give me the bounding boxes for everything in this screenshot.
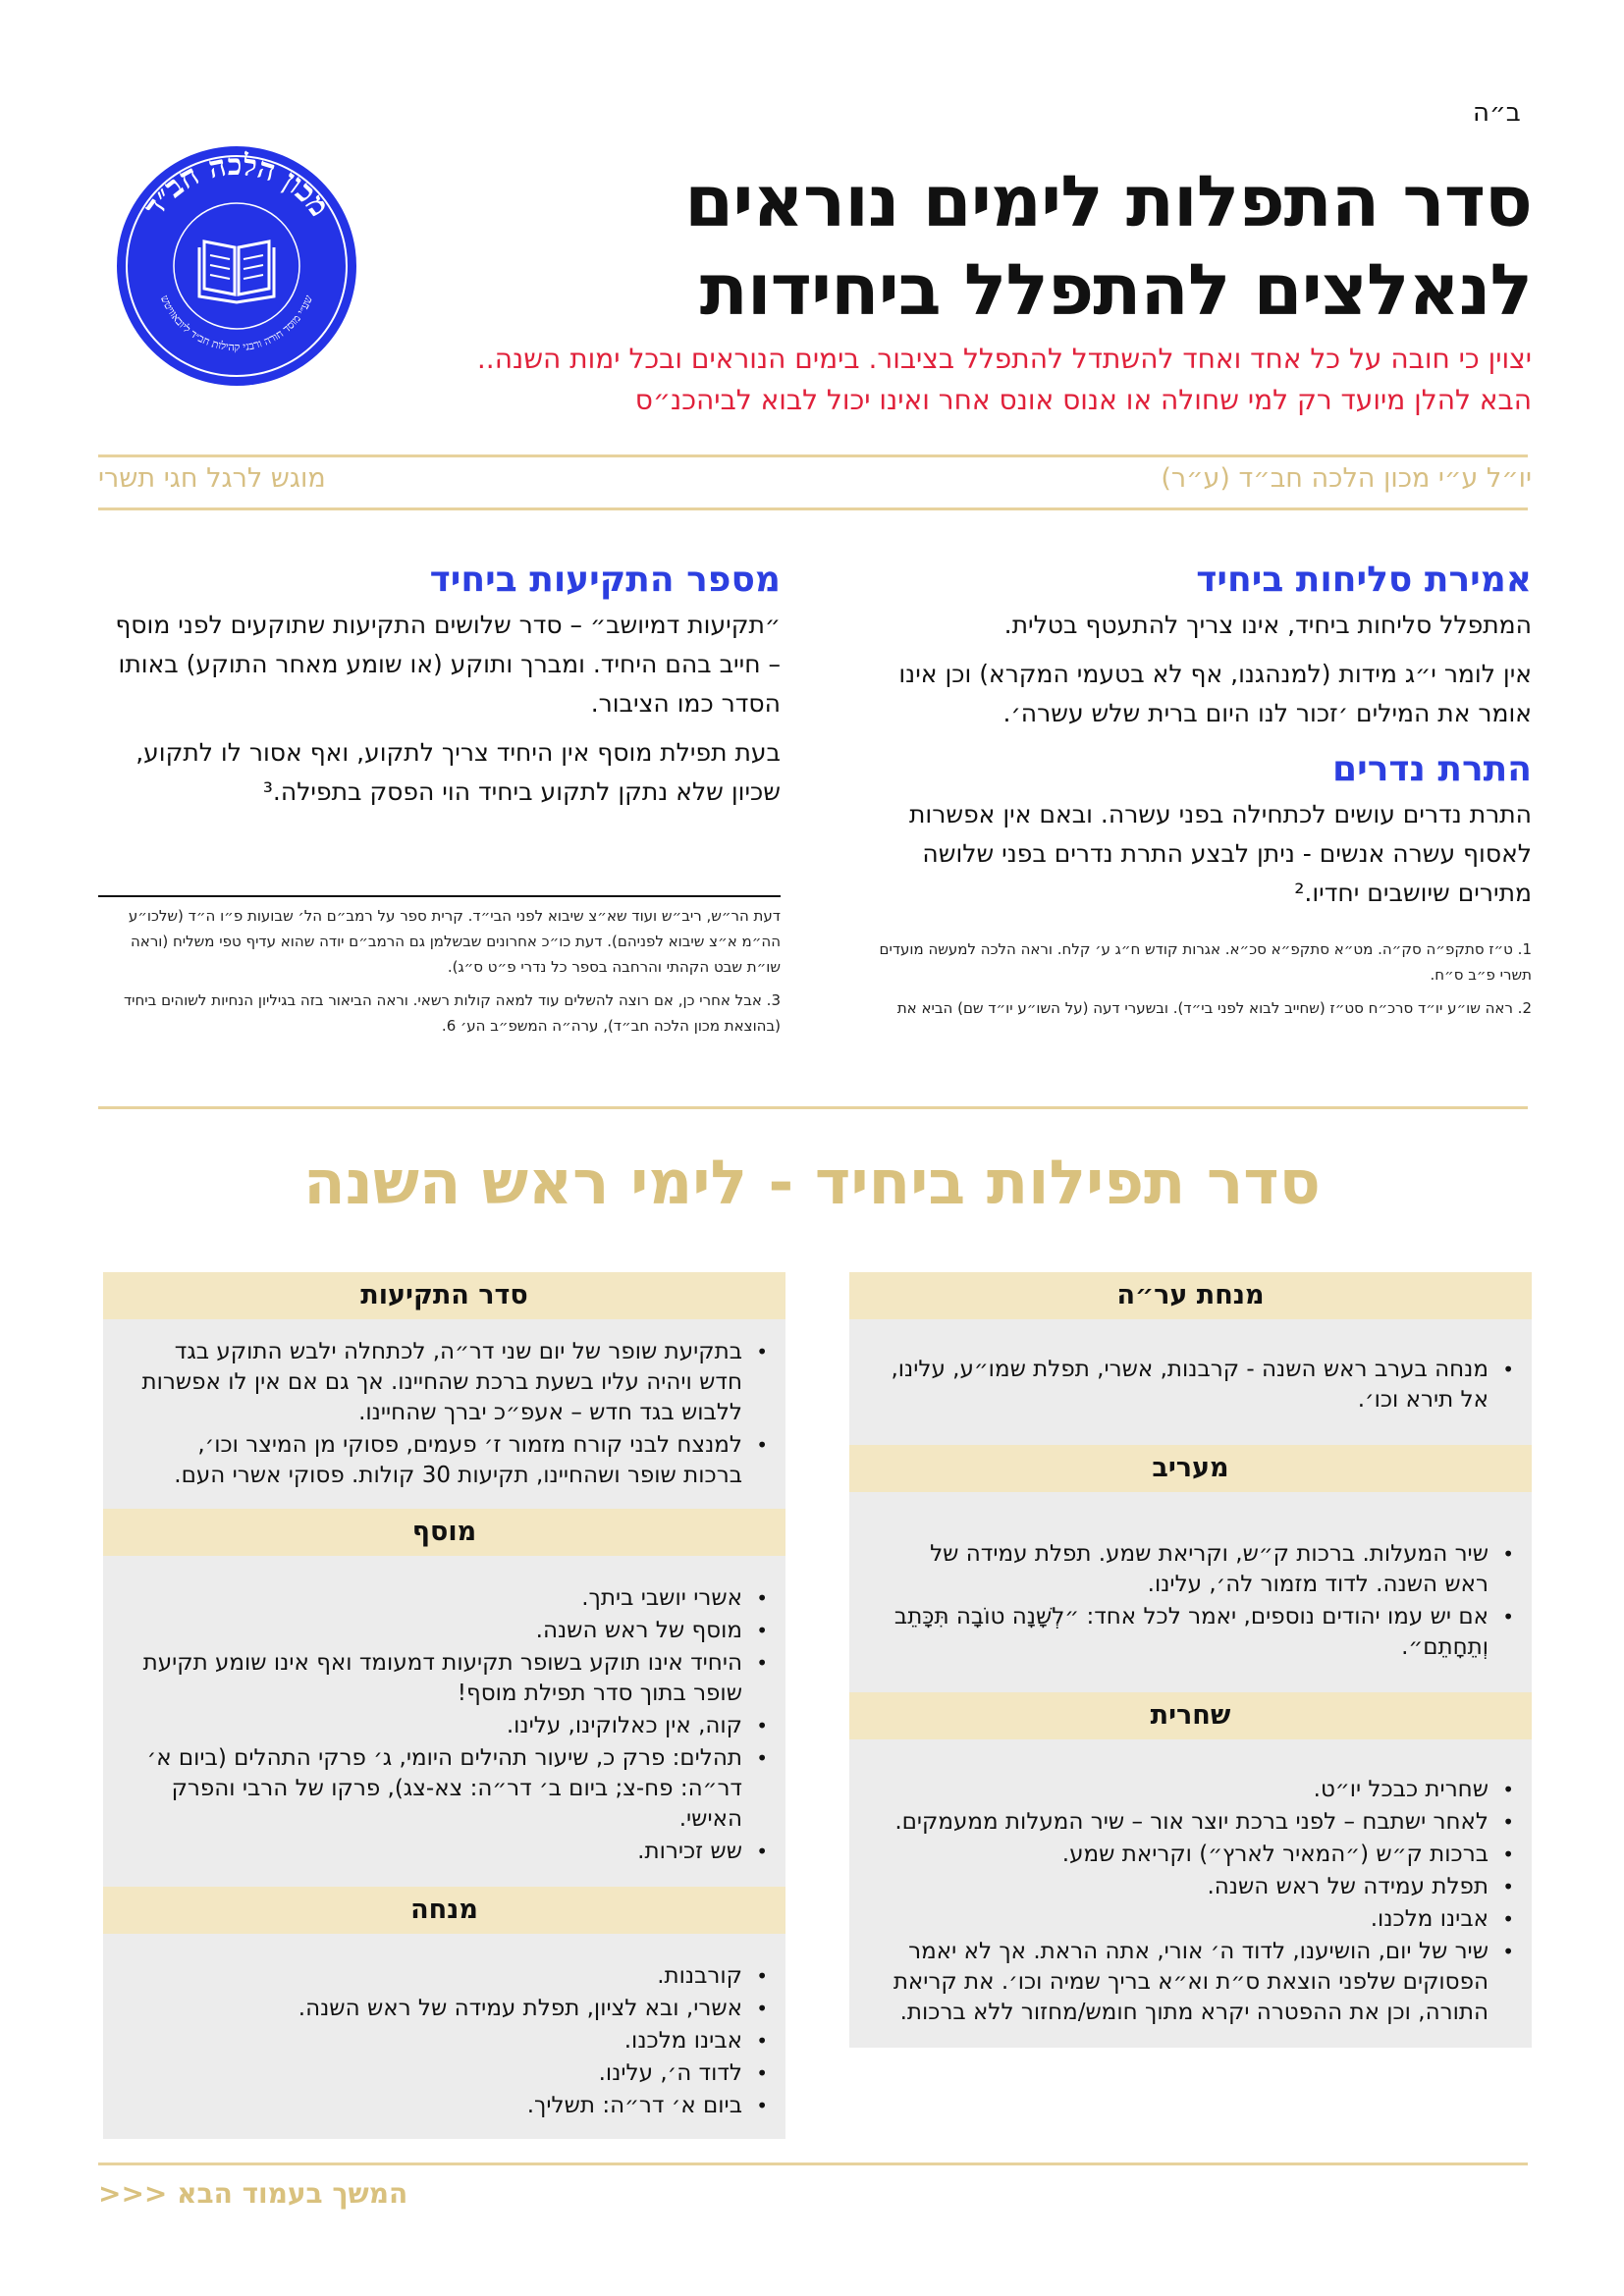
list-item: • אבינו מלכנו. bbox=[883, 1904, 1489, 1935]
selichot-body bbox=[844, 606, 1532, 733]
list-item: • קוה, אין כאלוקינו, עלינו. bbox=[136, 1711, 742, 1741]
list-item: • ביום א׳ דר״ה: תשליך. bbox=[136, 2091, 742, 2121]
selichot-p1: המתפלל סליחות ביחיד, אינו צריך להתעטף בטלית. bbox=[1003, 611, 1532, 639]
publisher-line: יו״ל ע״י מכון הלכה חב״ד (ע״ר) bbox=[1161, 463, 1532, 494]
list-item: • שחרית כבכל יו״ט. bbox=[883, 1775, 1489, 1805]
right-column bbox=[844, 560, 1532, 1029]
box-mincha bbox=[103, 1934, 785, 2139]
list-item: • מנחה בערב ראש השנה - קרבנות, אשרי, תפלת שמו״ע, עלינו, אל תירא וכו׳. bbox=[883, 1355, 1489, 1415]
box-mincha-title: מנחה bbox=[103, 1887, 785, 1934]
divider-top bbox=[98, 454, 1528, 457]
list-item: • למנצח לבני קורח מזמור ז׳ פעמים, פסוקי מן המיצר וכו׳, ברכות שופר ושהחיינו, תקיעות 30 קולות. פסוקי אשרי העם. bbox=[136, 1430, 742, 1491]
logo-ring-text: מכון הלכה חב״ד bbox=[136, 147, 337, 224]
list-item: • אם יש עמו יהודים נוספים, יאמר לכל אחד: ״לְשָׁנָה טוֹבָה תִּכָּתֵב וְתֵחָתֵם״. bbox=[883, 1602, 1489, 1663]
list-item: • שיר של יום, הושיענו, לדוד ה׳ אורי, אתה הראת. אך לא יאמר הפסוקים שלפני הוצאת ס״ת וא״א בריך שמיה וכו׳. את קריאת התורה, וכן את ההפטרה יקרא מתוך חומש/מחזור ללא ברכות. bbox=[883, 1937, 1489, 2028]
list-item: • שיר המעלות. ברכות ק״ש, וקריאת שמע. תפלת עמידה של ראש השנה. לדוד מזמור לה׳, עלינו. bbox=[883, 1539, 1489, 1600]
box-seder-tekiot-title: סדר התקיעות bbox=[103, 1272, 785, 1319]
list-item: • שש זכירות. bbox=[136, 1837, 742, 1867]
list-item: • ברכות ק״ש (״המאיר לארץ״) וקריאת שמע. bbox=[883, 1840, 1489, 1870]
selichot-p2: אין לומר י״ג מידות (למנהגנו, אף לא בטעמי המקרא) וכן אינו אומר את המילים ׳זכור לנו היום ברית שלש עשרה׳. bbox=[898, 660, 1532, 727]
list-item: • לאחר ישתבח – לפני ברכת יוצר אור – שיר המעלות ממעמקים. bbox=[883, 1807, 1489, 1838]
footnotes-left bbox=[98, 903, 781, 1046]
main-section-title: סדר תפילות ביחיד - לימי ראש השנה bbox=[303, 1147, 1321, 1218]
subtitle-notice: יצוין כי חובה על כל אחד ואחד להשתדל להתפלל בציבור. בימים הנוראים ובכל ימות השנה.. הבא להלן מיועד רק למי שחולה או אנוס אונס אחר ואינו יכול לבוא לביהכנ״ס bbox=[476, 343, 1532, 416]
list-item: • קורבנות. bbox=[136, 1961, 742, 1992]
box-mincha-erev-title: מנחת ער״ה bbox=[849, 1272, 1532, 1319]
boxes-left-column bbox=[103, 1272, 785, 2139]
divider-bottom bbox=[98, 2163, 1528, 2165]
box-maariv-title: מעריב bbox=[849, 1445, 1532, 1492]
list-item: • מוסף של ראש השנה. bbox=[136, 1616, 742, 1646]
bh-mark: ב״ה bbox=[1473, 98, 1521, 128]
list-item: • תהלים: פרק כ, שיעור תהילים היומי, ג׳ פרקי התהלים (ביום א׳ דר״ה: פח-צ; ביום ב׳ דר״ה: צא-צג), פרקו של הרבי והפרק האישי. bbox=[136, 1743, 742, 1835]
divider-meta bbox=[98, 507, 1528, 510]
list-item: • אבינו מלכנו. bbox=[136, 2026, 742, 2056]
nedarim-p1: התרת נדרים עושים לכתחילה בפני עשרה. ובאם אין אפשרות לאסוף עשרה אנשים - ניתן לבצע התרת נדרים בפני שלושה מתירים שיושבים יחדיו.² bbox=[909, 800, 1532, 907]
footnote-2-cont: דעת הר״ש, ריב״ש ועוד שא״צ שיבוא לפני הבי״ד. קרית ספר על רמב״ם הל׳ שבועות פ״ו ה״ד (שלכו״ע הה״מ א״צ שיבוא לפניהם). דעת כו״כ אחרונים שבשלמן גם הרמב״ם יודה שהוא עדיף טפי משליח (וראה שו״ת שבט הקהתי והרחבה בספר כל נדרי פ״ט ס״ג). bbox=[128, 907, 781, 976]
tekiot-p1: ״תקיעות דמיושב״ – סדר שלושים התקיעות שתוקעים לפני מוסף – חייב בהם היחיד. ומברך ותוקע (או שומע מאחר התוקע) באותו הסדר כמו הציבור. bbox=[115, 611, 781, 718]
footnote-3: 3. אבל אחרי כן, אם רוצה להשלים עוד למאה קולות רשאי. וראה הביאור בזה בגיליון הנחיות לשוהים ביחיד (בהוצאת מכון הלכה חב״ד), ערה״ה המשפ״ב הע׳ 6. bbox=[123, 991, 781, 1035]
list-item: • לדוד ה׳, עלינו. bbox=[136, 2058, 742, 2089]
logo-sub-text: שע״י מוסד חורה ורבני קהילות חב״ד ליובאוויטש bbox=[157, 294, 316, 354]
box-shacharit-title: שחרית bbox=[849, 1692, 1532, 1739]
box-shacharit bbox=[849, 1739, 1532, 2048]
nedarim-body bbox=[844, 795, 1532, 913]
boxes-right-column bbox=[849, 1272, 1532, 2048]
list-item: • אשרי יושבי ביתך. bbox=[136, 1583, 742, 1614]
box-maariv bbox=[849, 1492, 1532, 1692]
page-title bbox=[452, 157, 1532, 334]
nedarim-heading: התרת נדרים bbox=[1332, 749, 1532, 789]
divider-mid bbox=[98, 1106, 1528, 1109]
continue-next-page-link[interactable]: המשך בעמוד הבא <<< bbox=[98, 2177, 408, 2210]
footnotes-right bbox=[844, 936, 1532, 1021]
box-mincha-erev bbox=[849, 1319, 1532, 1445]
footnote-1: 1. ט״ז סתקפ״ה סק״ה. מט״א סתקפ״א סכ״א. אגרות קודש ח״ג ע׳ קלח. וראה הלכה למעשה מועדים תשרי פ״ב ס״ח. bbox=[879, 940, 1532, 984]
tekiot-body bbox=[98, 606, 781, 812]
list-item: • תפלת עמידה של ראש השנה. bbox=[883, 1872, 1489, 1902]
footnote-separator bbox=[98, 895, 781, 897]
list-item: • היחיד אינו תוקע בשופר תקיעות דמעומד ואף אינו שומע תקיעת שופר בתוך סדר תפילת מוסף! bbox=[136, 1648, 742, 1709]
footnote-2: 2. ראה שו״ע יו״ד סרכ״ח סט״ז (שחייב לבוא לפני בי״ד). ובשערי דעה (על השו״ע יו״ד שם) הביא את bbox=[896, 999, 1532, 1017]
title-line-2: לנאלצים להתפלל ביחידות bbox=[699, 248, 1532, 331]
selichot-heading: אמירת סליחות ביחיד bbox=[1196, 560, 1532, 600]
box-seder-tekiot bbox=[103, 1319, 785, 1509]
title-line-1: סדר התפלות לימים נוראים bbox=[684, 160, 1532, 242]
list-item: • בתקיעת שופר של יום שני דר״ה, לכתחלה ילבש התוקע בגד חדש ויהיה עליו בשעת ברכת שהחיינו. אך גם אם אין לו אפשרות ללבוש בגד חדש – אעפ״כ יברך שהחיינו. bbox=[136, 1337, 742, 1428]
tekiot-p2: בעת תפילת מוסף אין היחיד צריך לתקוע, ואף אסור לו לתקוע, שכיון שלא נתקן לתקוע ביחיד הוי הפסק בתפילה.³ bbox=[135, 738, 781, 806]
box-musaf bbox=[103, 1556, 785, 1887]
left-column bbox=[98, 560, 781, 822]
dedication-line: מוגש לרגל חגי תשרי bbox=[98, 463, 326, 494]
logo-seal bbox=[116, 145, 357, 387]
list-item: • אשרי, ובא לציון, תפלת עמידה של ראש השנה. bbox=[136, 1994, 742, 2024]
logo-seal-graphic bbox=[116, 145, 357, 387]
tekiot-heading: מספר התקיעות ביחיד bbox=[429, 560, 781, 600]
box-musaf-title: מוסף bbox=[103, 1509, 785, 1556]
